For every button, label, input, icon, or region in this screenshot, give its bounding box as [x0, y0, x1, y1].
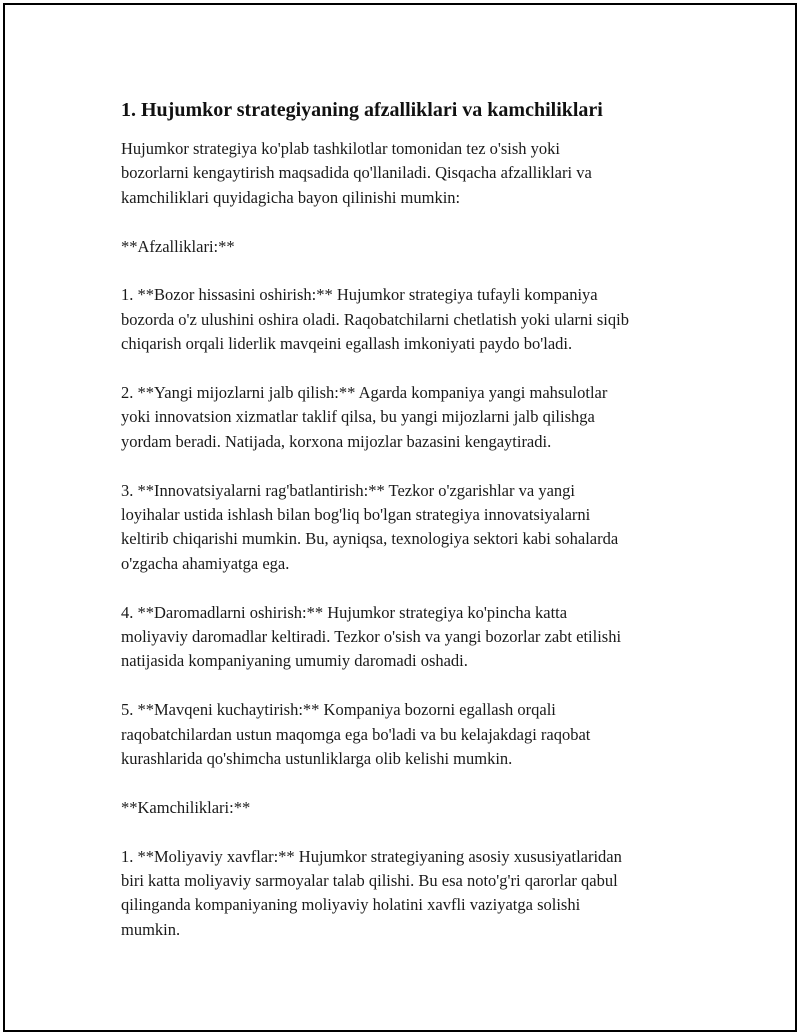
- disadvantages-title: **Kamchiliklari:**: [121, 797, 251, 817]
- document-page: [3, 3, 797, 1032]
- advantages-title: **Afzalliklari:**: [121, 236, 235, 256]
- disadvantage-item-1: 1. **Moliyaviy xavflar:** Hujumkor strategiyaning asosiy xususiyatlaridan biri katta moliyaviy sarmoyalar talab qilishi. Bu esa noto'g'ri qarorlar qabul qilinganda kompaniyaning moliyaviy holatini xavfli vaziyatga solishi mumkin.: [121, 846, 622, 939]
- advantage-item-3: 3. **Innovatsiyalarni rag'batlantirish:** Tezkor o'zgarishlar va yangi loyihalar ustida ishlash bilan bog'liq bo'lgan strategiya innovatsiyalarni keltirib chiqarishi mumkin. Bu, ayniqsa, texnologiya sektori kabi sohalarda o'zgacha ahamiyatga ega.: [121, 480, 619, 573]
- document-heading: 1. Hujumkor strategiyaning afzalliklari va kamchiliklari: [121, 99, 603, 121]
- advantage-item-2: 2. **Yangi mijozlarni jalb qilish:** Agarda kompaniya yangi mahsulotlar yoki innovatsion xizmatlar taklif qilsa, bu yangi mijozlarni jalb qilishga yordam beradi. Natijada, korxona mijozlar bazasini kengaytiradi.: [121, 383, 608, 451]
- advantage-item-5: 5. **Mavqeni kuchaytirish:** Kompaniya bozorni egallash orqali raqobatchilardan ustun maqomga ega bo'ladi va bu kelajakdagi raqobat kurashlarida qo'shimcha ustunliklarga olib kelishi mumkin.: [121, 700, 591, 769]
- advantage-item-1: 1. **Bozor hissasini oshirish:** Hujumkor strategiya tufayli kompaniya bozorda o'z ulushini oshira oladi. Raqobatchilarni chetlatish yoki ularni siqib chiqarish orqali liderlik mavqeini egallash imkoniyati paydo bo'ladi.: [121, 285, 629, 354]
- document-content: [121, 97, 701, 942]
- advantage-item-4: 4. **Daromadlarni oshirish:** Hujumkor strategiya ko'pincha katta moliyaviy daromadlar keltiradi. Tezkor o'sish va yangi bozorlar zabt etilishi natijasida kompaniyaning umumiy daromadi oshadi.: [121, 602, 622, 671]
- intro-paragraph: Hujumkor strategiya ko'plab tashkilotlar tomonidan tez o'sish yoki bozorlarni kengaytirish maqsadida qo'llaniladi. Qisqacha afzalliklari va kamchiliklari quyidagicha bayon qilinishi mumkin:: [121, 139, 592, 207]
